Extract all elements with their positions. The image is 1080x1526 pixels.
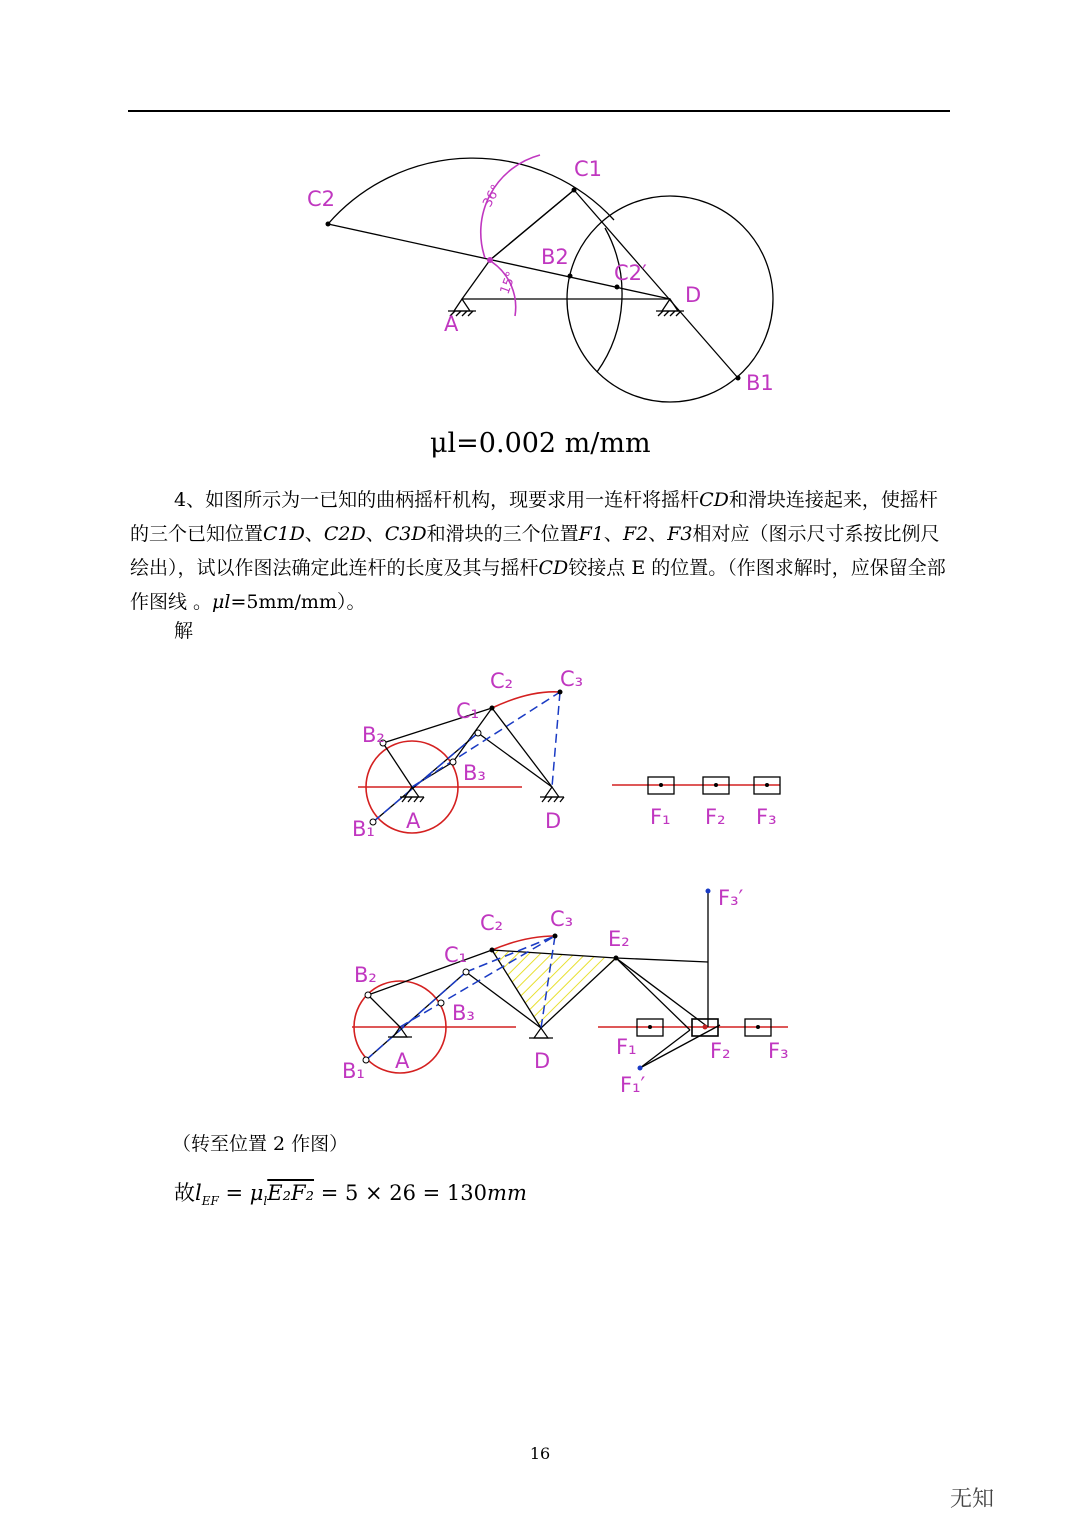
fig1-label-b2: B2 <box>541 245 569 269</box>
fig2-label-b2: B₂ <box>362 723 385 747</box>
fig2-label-b1: B₁ <box>352 817 375 841</box>
fig3-label-d: D <box>534 1049 551 1073</box>
scale-caption: μl=0.002 m/mm <box>430 428 651 459</box>
fig1-label-b1: B1 <box>746 371 774 395</box>
fig2-label-f3: F₃ <box>756 805 777 829</box>
answer-label: 解 <box>174 620 194 642</box>
watermark: 无知 <box>950 1487 995 1512</box>
fig2-ground-d <box>540 787 564 802</box>
fig1-label-c2: C2 <box>307 187 336 211</box>
fig3-label-c1: C₁ <box>444 943 468 967</box>
figure-1-mechanism <box>307 155 774 402</box>
fig3-label-f2: F₂ <box>710 1039 731 1063</box>
fig1-ground-d <box>656 299 684 316</box>
figure-2-positions <box>352 667 780 841</box>
rotation-note: （转至位置 2 作图） <box>172 1133 349 1155</box>
fig3-label-f3p: F₃′ <box>718 886 744 910</box>
fig3-label-b3: B₃ <box>452 1001 475 1025</box>
problem-paragraph: 4、如图所示为一已知的曲柄摇杆机构，现要求用一连杆将摇杆CD和滑块连接起来，使摇杆的三个已知位置C1D、C2D、C3D和滑块的三个位置F1、F2、F3相对应（图示尺寸系按比例尺绘出），试以作图法确定此连杆的长度及其与摇杆CD铰接点 E 的位置。（作图求解时，应保留全部作图线 。μl=5mm/mm）。 <box>130 489 946 613</box>
fig2-label-f2: F₂ <box>705 805 726 829</box>
fig3-ground-d <box>529 1028 553 1038</box>
fig2-label-d: D <box>545 809 562 833</box>
fig2-arc-c <box>492 692 560 708</box>
fig3-label-f1: F₁ <box>616 1035 637 1059</box>
fig3-label-e2: E₂ <box>608 927 630 951</box>
fig1-angle-36: 36° <box>480 182 505 210</box>
fig3-label-c2: C₂ <box>480 911 504 935</box>
fig2-label-c3: C₃ <box>560 667 584 691</box>
fig1-label-a: A <box>444 312 459 336</box>
page-number: 16 <box>529 1444 551 1463</box>
fig3-label-a: A <box>395 1049 410 1073</box>
figure-3-construction <box>342 886 789 1097</box>
fig1-label-c2p: C2′ <box>614 261 647 285</box>
fig2-label-a: A <box>406 809 421 833</box>
fig3-label-f1p: F₁′ <box>620 1073 646 1097</box>
fig1-label-d: D <box>685 283 702 307</box>
fig2-label-b3: B₃ <box>463 761 486 785</box>
fig2-label-c2: C₂ <box>490 669 514 693</box>
fig1-label-c1: C1 <box>574 157 603 181</box>
fig2-label-c1: C₁ <box>456 699 480 723</box>
fig3-label-f3: F₃ <box>768 1039 789 1063</box>
problem-number: 4、 <box>174 489 206 511</box>
result-formula: 故$l_{EF} = \mu_lE_2F_2 = 5 \times 26 = 130mm$ <box>174 1181 527 1209</box>
fig3-label-b2: B₂ <box>354 963 377 987</box>
fig3-ground-a <box>388 1027 412 1037</box>
fig1-arc-c2-c1 <box>328 158 614 224</box>
fig2-label-f1: F₁ <box>650 805 671 829</box>
fig3-arc-c <box>492 936 555 950</box>
fig1-angle-15: 15° <box>497 269 520 297</box>
fig3-label-c3: C₃ <box>550 907 574 931</box>
fig3-label-b1: B₁ <box>342 1059 365 1083</box>
